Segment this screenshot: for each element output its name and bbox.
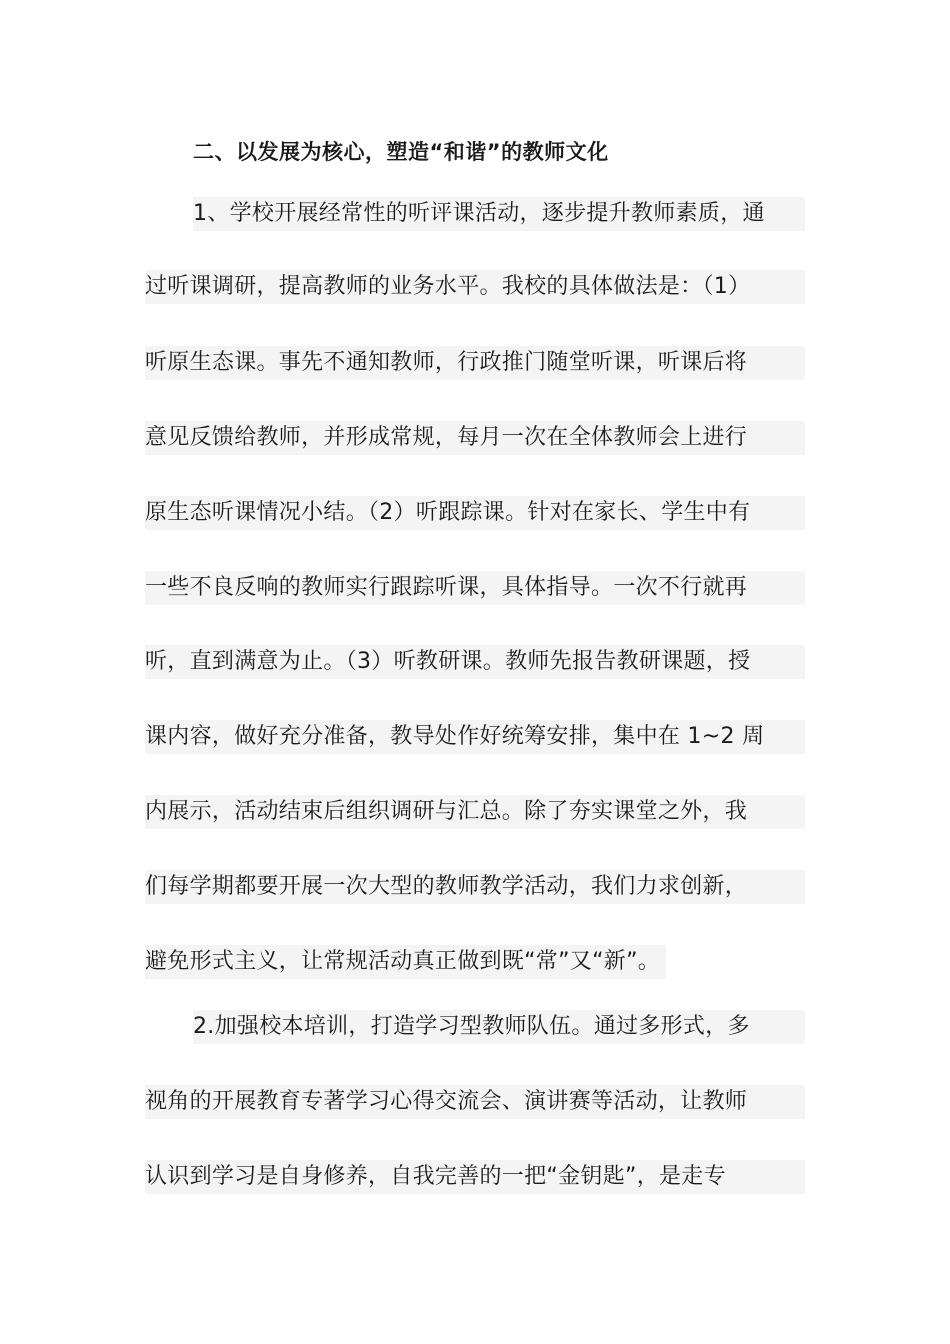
paragraph-line: 意见反馈给教师，并形成常规，每月一次在全体教师会上进行 [145, 421, 805, 455]
paragraph-line: 过听课调研，提高教师的业务水平。我校的具体做法是：（1） [145, 270, 805, 304]
section-heading: 二、以发展为核心，塑造“和谐”的教师文化 [193, 140, 609, 164]
paragraph-line: 们每学期都要开展一次大型的教师教学活动，我们力求创新， [145, 870, 805, 904]
paragraph-line: 内展示，活动结束后组织调研与汇总。除了夯实课堂之外，我 [145, 795, 805, 829]
paragraph-line: 1、学校开展经常性的听评课活动，逐步提升教师素质，通 [193, 197, 805, 231]
paragraph-line: 认识到学习是自身修养，自我完善的一把“金钥匙”，是走专 [145, 1160, 805, 1194]
paragraph-line: 一些不良反响的教师实行跟踪听课，具体指导。一次不行就再 [145, 571, 805, 605]
paragraph-line: 听原生态课。事先不通知教师，行政推门随堂听课，听课后将 [145, 346, 805, 380]
paragraph-line: 原生态听课情况小结。（2）听跟踪课。针对在家长、学生中有 [145, 496, 805, 530]
paragraph-line: 视角的开展教育专著学习心得交流会、演讲赛等活动，让教师 [145, 1085, 805, 1119]
paragraph-line: 2.加强校本培训，打造学习型教师队伍。通过多形式，多 [193, 1010, 805, 1044]
paragraph-line: 避免形式主义，让常规活动真正做到既“常”又“新”。 [145, 945, 666, 979]
paragraph-line: 听，直到满意为止。（3）听教研课。教师先报告教研课题，授 [145, 645, 805, 679]
paragraph-line: 课内容，做好充分准备，教导处作好统筹安排，集中在 1~2 周 [145, 720, 805, 754]
